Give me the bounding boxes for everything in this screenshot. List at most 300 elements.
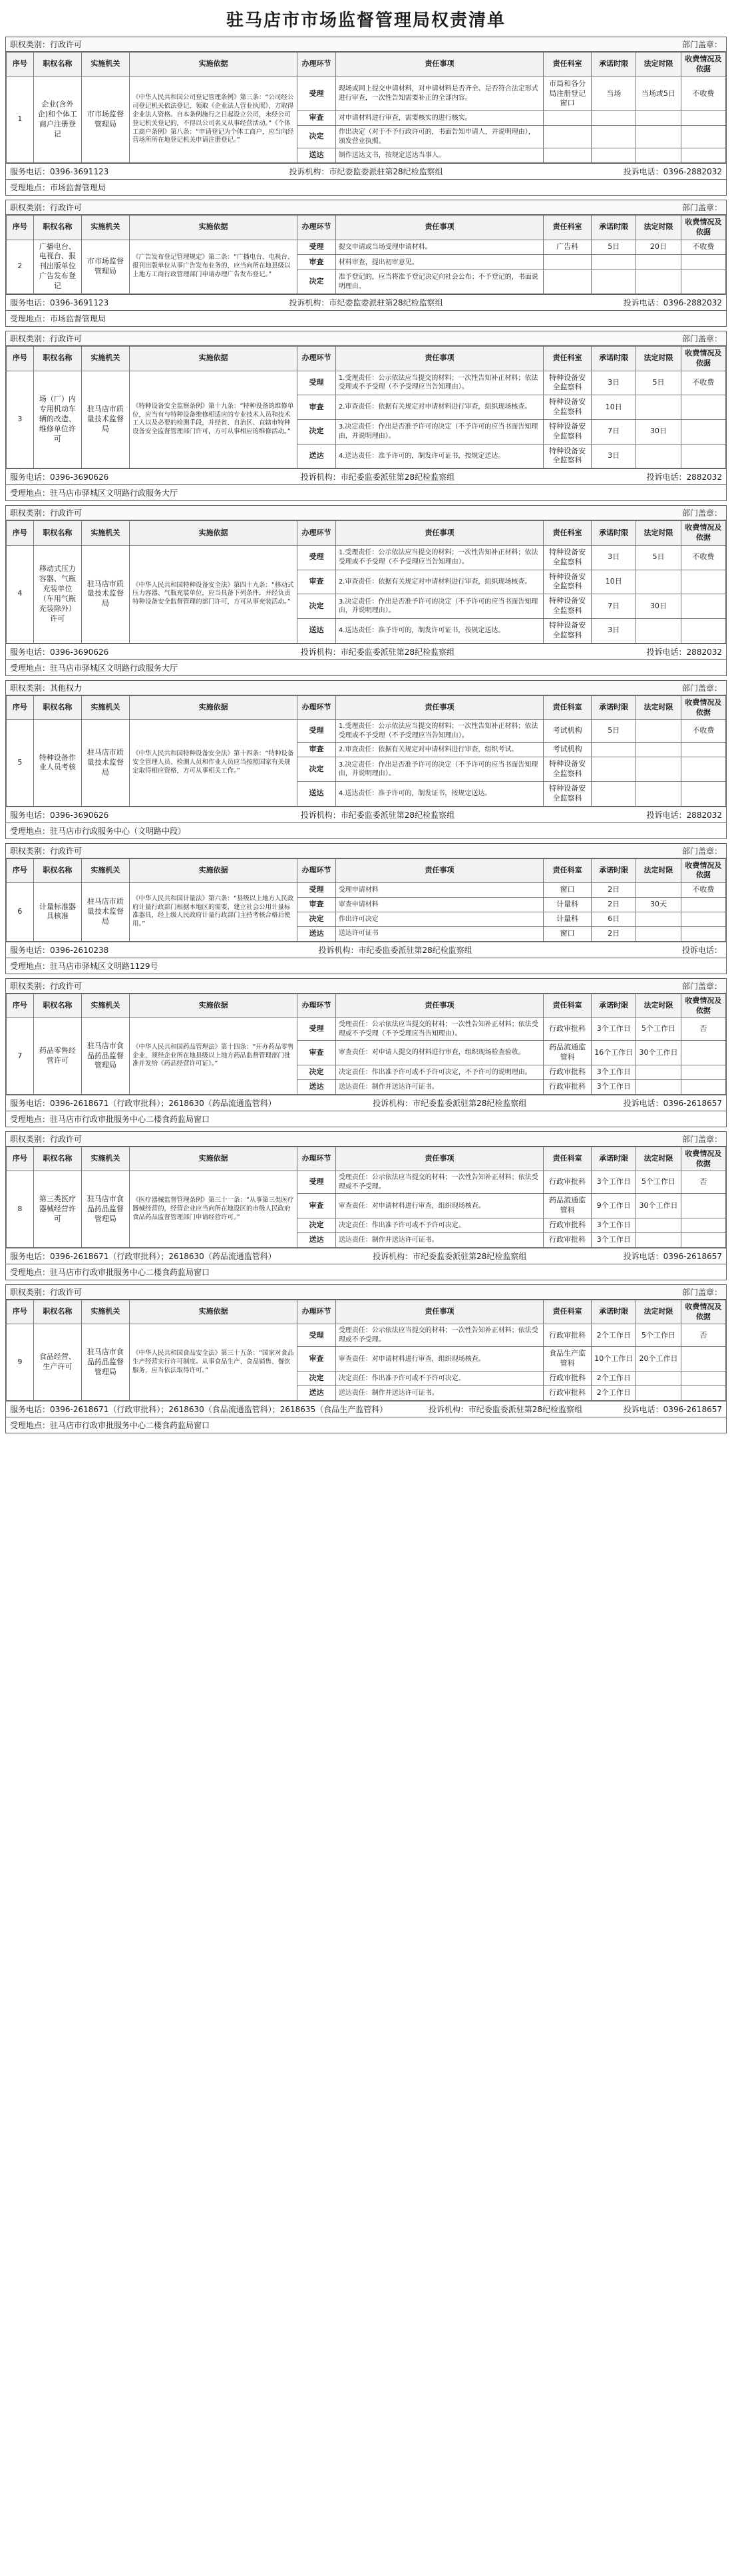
responsible-office: 行政审批科	[544, 1171, 592, 1194]
handling-step: 审查	[297, 743, 336, 757]
legal-time	[636, 395, 681, 420]
section-footer	[6, 942, 726, 958]
column-header: 收费情况及依据	[681, 53, 725, 77]
table-row	[7, 1018, 726, 1041]
responsible-office: 行政审批科	[544, 1218, 592, 1233]
power-name: 药品零售经营许可	[33, 1018, 81, 1094]
responsibility: 作出决定（对于不予行政许可的，书面告知申请人，并说明理由），颁发营业执照。	[335, 126, 543, 148]
fee-status	[681, 1194, 725, 1218]
column-header: 实施依据	[129, 858, 297, 883]
handling-step: 决定	[297, 126, 336, 148]
power-name: 移动式压力容器、气瓶充装单位（车用气瓶充装除外）许可	[33, 545, 81, 643]
section-footer	[6, 163, 726, 179]
promised-time: 7日	[592, 419, 636, 444]
handling-step: 审查	[297, 1194, 336, 1218]
section-meta	[6, 681, 726, 695]
promised-time: 6日	[592, 912, 636, 926]
promised-time: 3个工作日	[592, 1232, 636, 1247]
handling-step: 送达	[297, 1079, 336, 1094]
department-stamp-label: 部门盖章：	[681, 1134, 722, 1144]
legal-basis: 《广告发布登记管理规定》第二条：“广播电台、电视台、报刊出版单位从事广告发布业务的，应当向所在地县级以上地方工商行政管理部门申请办理广告发布登记。”	[129, 240, 297, 293]
column-header: 责任科室	[544, 1300, 592, 1324]
column-header: 实施机关	[81, 994, 129, 1018]
section-meta	[6, 200, 726, 215]
legal-time: 20日	[636, 240, 681, 255]
column-header: 职权名称	[33, 346, 81, 371]
section-6	[5, 843, 727, 974]
fee-status	[681, 781, 725, 806]
column-header: 收费情况及依据	[681, 346, 725, 371]
duty-table	[6, 346, 726, 468]
responsibility: 审查责任：对申请材料进行审查，组织现场核查。	[335, 1347, 543, 1372]
legal-time: 30个工作日	[636, 1194, 681, 1218]
handling-step: 受理	[297, 371, 336, 395]
promised-time	[592, 111, 636, 126]
handling-step: 受理	[297, 1171, 336, 1194]
fee-status: 不收费	[681, 77, 725, 111]
handling-step: 审查	[297, 255, 336, 270]
responsible-office: 窗口	[544, 926, 592, 941]
handling-step: 受理	[297, 1018, 336, 1041]
duty-table	[6, 994, 726, 1095]
column-header: 职权名称	[33, 994, 81, 1018]
legal-basis: 《中华人民共和国计量法》第六条：“县级以上地方人民政府计量行政部门根据本地区的需要，建立社会公用计量标准器具，经上级人民政府计量行政部门主持考核合格后使用。”	[129, 883, 297, 941]
implementing-agency: 驻马店市质量技术监督局	[81, 883, 129, 941]
column-header: 序号	[7, 695, 34, 720]
accept-location: 受理地点：驻马店市行政审批服务中心二楼食药监局窗口	[6, 1111, 726, 1127]
column-header: 序号	[7, 346, 34, 371]
section-meta	[6, 331, 726, 346]
responsible-office: 计量科	[544, 898, 592, 912]
section-meta	[6, 1132, 726, 1147]
responsibility: 对申请材料进行审查，需要核实的进行核实。	[335, 111, 543, 126]
column-header: 实施依据	[129, 215, 297, 240]
responsibility: 2.审查责任：依据有关规定对申请材料进行审查，组织考试。	[335, 743, 543, 757]
section-footer	[6, 1248, 726, 1264]
legal-time	[636, 111, 681, 126]
responsible-office: 药品流通监管科	[544, 1041, 592, 1065]
column-header: 实施依据	[129, 53, 297, 77]
handling-step: 受理	[297, 883, 336, 898]
responsible-office	[544, 270, 592, 294]
section-3	[5, 331, 727, 501]
accept-location: 受理地点：驻马店市驿城区文明路行政服务大厅	[6, 659, 726, 675]
legal-time	[636, 444, 681, 468]
handling-step: 决定	[297, 1372, 336, 1386]
responsible-office	[544, 148, 592, 163]
accept-location: 受理地点：驻马店市行政审批服务中心二楼食药监局窗口	[6, 1264, 726, 1280]
handling-step: 送达	[297, 444, 336, 468]
promised-time: 3日	[592, 545, 636, 570]
promised-time: 16个工作日	[592, 1041, 636, 1065]
responsible-office: 特种设备安全监察科	[544, 757, 592, 782]
fee-status	[681, 255, 725, 270]
handling-step: 送达	[297, 148, 336, 163]
fee-status	[681, 444, 725, 468]
fee-status: 否	[681, 1018, 725, 1041]
power-name: 场（厂）内专用机动车辆的改造、维修单位许可	[33, 371, 81, 468]
column-header: 责任事项	[335, 695, 543, 720]
column-header: 实施依据	[129, 695, 297, 720]
column-header: 办理环节	[297, 695, 336, 720]
handling-step: 审查	[297, 570, 336, 594]
handling-step: 受理	[297, 720, 336, 743]
column-header: 收费情况及依据	[681, 1300, 725, 1324]
section-meta	[6, 844, 726, 858]
section-footer	[6, 807, 726, 823]
responsible-office	[544, 111, 592, 126]
fee-status	[681, 912, 725, 926]
service-phone: 服务电话：0396-3690626	[10, 647, 109, 657]
fee-status	[681, 395, 725, 420]
responsible-office: 行政审批科	[544, 1079, 592, 1094]
legal-time: 30日	[636, 594, 681, 619]
column-header: 承诺时限	[592, 53, 636, 77]
responsibility: 制作送达文书，按规定送达当事人。	[335, 148, 543, 163]
implementing-agency: 驻马店市质量技术监督局	[81, 371, 129, 468]
handling-step: 送达	[297, 619, 336, 644]
service-phone: 服务电话：0396-2618671（行政审批科）；2618630（药品流通监管科）	[10, 1098, 276, 1108]
column-header: 序号	[7, 521, 34, 546]
column-header: 责任科室	[544, 994, 592, 1018]
legal-basis: 《中华人民共和国特种设备安全法》第十四条：“特种设备安全管理人员、检测人员和作业人员应当按照国家有关规定取得相应资格，方可从事相关工作。”	[129, 720, 297, 806]
duty-table	[6, 858, 726, 942]
column-header: 责任事项	[335, 1300, 543, 1324]
service-phone: 服务电话：0396-2618671（行政审批科）；2618630（食品流通监管科）；2618635（食品生产监管科）	[10, 1404, 388, 1414]
column-header: 职权名称	[33, 858, 81, 883]
responsible-office: 特种设备安全监察科	[544, 781, 592, 806]
column-header: 实施依据	[129, 994, 297, 1018]
responsibility: 受理申请材料	[335, 883, 543, 898]
promised-time	[592, 781, 636, 806]
complaint-phone: 投诉电话：0396-2618657	[623, 1404, 722, 1414]
row-number: 6	[7, 883, 34, 941]
promised-time: 3日	[592, 371, 636, 395]
column-header: 责任科室	[544, 215, 592, 240]
promised-time: 3日	[592, 444, 636, 468]
legal-time	[636, 912, 681, 926]
column-header: 责任事项	[335, 215, 543, 240]
promised-time	[592, 270, 636, 294]
responsibility: 决定责任：作出准予许可或不予许可决定。	[335, 1372, 543, 1386]
responsible-office: 特种设备安全监察科	[544, 619, 592, 644]
legal-time	[636, 1065, 681, 1080]
promised-time: 2日	[592, 926, 636, 941]
promised-time	[592, 255, 636, 270]
service-phone: 服务电话：0396-2618671（行政审批科）；2618630（药品流通监管科）	[10, 1251, 276, 1261]
column-header: 法定时限	[636, 1300, 681, 1324]
legal-time	[636, 883, 681, 898]
column-header: 承诺时限	[592, 346, 636, 371]
implementing-agency: 驻马店市食品药品监督管理局	[81, 1018, 129, 1094]
section-1	[5, 37, 727, 196]
responsibility: 2.审查责任：依据有关规定对申请材料进行审查，组织现场核查。	[335, 570, 543, 594]
implementing-agency: 驻马店市质量技术监督局	[81, 720, 129, 806]
responsible-office: 窗口	[544, 883, 592, 898]
handling-step: 决定	[297, 419, 336, 444]
column-header: 责任科室	[544, 521, 592, 546]
handling-step: 审查	[297, 111, 336, 126]
legal-time	[636, 1372, 681, 1386]
column-header: 责任事项	[335, 1147, 543, 1171]
category-label: 职权类别：其他权力	[10, 683, 83, 693]
power-name: 食品经营、生产许可	[33, 1324, 81, 1400]
handling-step: 送达	[297, 781, 336, 806]
promised-time: 2个工作日	[592, 1386, 636, 1401]
column-header: 职权名称	[33, 53, 81, 77]
column-header: 法定时限	[636, 858, 681, 883]
complaint-phone: 投诉电话：2882032	[646, 472, 722, 482]
handling-step: 受理	[297, 77, 336, 111]
responsible-office: 行政审批科	[544, 1065, 592, 1080]
legal-time	[636, 148, 681, 163]
promised-time: 3个工作日	[592, 1218, 636, 1233]
column-header: 实施机关	[81, 858, 129, 883]
category-label: 职权类别：行政许可	[10, 333, 83, 343]
legal-time	[636, 255, 681, 270]
row-number: 4	[7, 545, 34, 643]
complaint-phone: 投诉电话：0396-2618657	[623, 1251, 722, 1261]
fee-status	[681, 570, 725, 594]
page-title: 驻马店市市场监督管理局权责清单	[226, 11, 506, 31]
column-header: 职权名称	[33, 1147, 81, 1171]
column-header: 责任科室	[544, 695, 592, 720]
legal-time	[636, 1386, 681, 1401]
responsibility: 2.审查责任：依据有关规定对申请材料进行审查，组织现场核查。	[335, 395, 543, 420]
legal-basis: 《中华人民共和国公司登记管理条例》第三条：“公司经公司登记机关依法登记，领取《企业法人营业执照》，方取得企业法人资格。自本条例施行之日起设立公司，未经公司登记机关登记的，不得以公司名义从事经营活动。”《个体工商户条例》第八条：“申请登记为个体工商户，应当向经营场所所在地登记机关申请注册登记。”	[129, 77, 297, 162]
handling-step: 受理	[297, 240, 336, 255]
column-header: 责任事项	[335, 521, 543, 546]
column-header: 实施机关	[81, 53, 129, 77]
responsibility: 4.送达责任：准予许可的，制发许可证书，按规定送达。	[335, 444, 543, 468]
promised-time	[592, 757, 636, 782]
power-name: 特种设备作业人员考核	[33, 720, 81, 806]
implementing-agency: 驻马店市食品药品监督管理局	[81, 1171, 129, 1247]
responsibility: 送达责任：制作并送达许可证书。	[335, 1232, 543, 1247]
responsible-office: 行政审批科	[544, 1372, 592, 1386]
department-stamp-label: 部门盖章：	[681, 683, 722, 693]
column-header: 实施机关	[81, 1300, 129, 1324]
handling-step: 审查	[297, 1347, 336, 1372]
column-header: 收费情况及依据	[681, 215, 725, 240]
responsible-office: 广告科	[544, 240, 592, 255]
legal-time: 5个工作日	[636, 1324, 681, 1347]
promised-time: 10日	[592, 570, 636, 594]
table-row	[7, 1171, 726, 1194]
section-9	[5, 1284, 727, 1433]
row-number: 1	[7, 77, 34, 162]
column-header: 办理环节	[297, 215, 336, 240]
legal-time	[636, 757, 681, 782]
promised-time: 3个工作日	[592, 1171, 636, 1194]
department-stamp-label: 部门盖章：	[681, 333, 722, 343]
responsible-office: 行政审批科	[544, 1018, 592, 1041]
table-row	[7, 720, 726, 743]
responsible-office: 特种设备安全监察科	[544, 419, 592, 444]
column-header: 实施依据	[129, 346, 297, 371]
section-meta	[6, 979, 726, 994]
column-header: 法定时限	[636, 695, 681, 720]
column-header: 序号	[7, 1300, 34, 1324]
fee-status	[681, 926, 725, 941]
promised-time	[592, 126, 636, 148]
complaint-phone: 投诉电话：2882032	[646, 810, 722, 820]
column-header: 实施机关	[81, 521, 129, 546]
fee-status: 不收费	[681, 240, 725, 255]
legal-time	[636, 720, 681, 743]
legal-time	[636, 1232, 681, 1247]
section-meta	[6, 1285, 726, 1300]
responsibility: 4.送达责任：准予许可的，制发许可证书，按规定送达。	[335, 619, 543, 644]
section-2	[5, 200, 727, 327]
table-row	[7, 883, 726, 898]
responsibility: 材料审查，提出初审意见。	[335, 255, 543, 270]
responsible-office: 行政审批科	[544, 1386, 592, 1401]
complaint-org: 投诉机构：市纪委监委派驻第28纪检监察组	[300, 810, 455, 820]
legal-time: 20个工作日	[636, 1347, 681, 1372]
handling-step: 决定	[297, 912, 336, 926]
responsibility: 3.决定责任：作出是否准予许可的决定（不予许可的应当书面告知理由，并说明理由）。	[335, 757, 543, 782]
section-footer	[6, 1401, 726, 1417]
department-stamp-label: 部门盖章：	[681, 981, 722, 991]
handling-step: 决定	[297, 270, 336, 294]
column-header: 序号	[7, 215, 34, 240]
responsibility: 1.受理责任：公示依法应当提交的材料；一次性告知补正材料；依法受理或不予受理（不予受理应当告知理由）。	[335, 371, 543, 395]
column-header: 收费情况及依据	[681, 1147, 725, 1171]
responsibility: 审查责任：对申请材料进行审查，组织现场核查。	[335, 1194, 543, 1218]
fee-status: 否	[681, 1324, 725, 1347]
promised-time: 7日	[592, 594, 636, 619]
column-header: 收费情况及依据	[681, 858, 725, 883]
column-header: 收费情况及依据	[681, 521, 725, 546]
responsibility: 受理责任：公示依法应当提交的材料；一次性告知补正材料；依法受理或不予受理。	[335, 1324, 543, 1347]
column-header: 实施机关	[81, 1147, 129, 1171]
fee-status: 不收费	[681, 545, 725, 570]
power-name: 企业(含外企)和个体工商户注册登记	[33, 77, 81, 162]
service-phone: 服务电话：0396-2610238	[10, 945, 109, 955]
responsibility: 审查责任：对申请人提交的材料进行审查，组织现场检查验收。	[335, 1041, 543, 1065]
responsibility: 送达许可证书	[335, 926, 543, 941]
table-row	[7, 545, 726, 570]
responsibility: 审查申请材料	[335, 898, 543, 912]
legal-time	[636, 743, 681, 757]
column-header: 责任事项	[335, 53, 543, 77]
handling-step: 受理	[297, 545, 336, 570]
handling-step: 决定	[297, 1218, 336, 1233]
sections-container	[5, 37, 727, 1433]
promised-time: 2个工作日	[592, 1372, 636, 1386]
handling-step: 审查	[297, 898, 336, 912]
duty-table	[6, 1300, 726, 1401]
promised-time: 2个工作日	[592, 1324, 636, 1347]
table-row	[7, 1324, 726, 1347]
accept-location: 受理地点：驻马店市行政审批服务中心二楼食药监局窗口	[6, 1417, 726, 1433]
responsible-office: 特种设备安全监察科	[544, 570, 592, 594]
legal-time	[636, 781, 681, 806]
column-header: 收费情况及依据	[681, 695, 725, 720]
promised-time: 5日	[592, 720, 636, 743]
column-header: 实施机关	[81, 695, 129, 720]
column-header: 办理环节	[297, 521, 336, 546]
responsibility: 准予登记的，应当将准予登记决定向社会公布；不予登记的，书面说明理由。	[335, 270, 543, 294]
responsible-office: 特种设备安全监察科	[544, 371, 592, 395]
accept-location: 受理地点：市场监督管理局	[6, 179, 726, 195]
column-header: 承诺时限	[592, 1147, 636, 1171]
row-number: 5	[7, 720, 34, 806]
promised-time: 10个工作日	[592, 1347, 636, 1372]
responsibility: 1.受理责任：公示依法应当提交的材料；一次性告知补正材料；依法受理或不予受理（不予受理应当告知理由）。	[335, 545, 543, 570]
fee-status	[681, 148, 725, 163]
category-label: 职权类别：行政许可	[10, 846, 83, 856]
legal-time: 5个工作日	[636, 1171, 681, 1194]
complaint-org: 投诉机构：市纪委监委派驻第28纪检监察组	[289, 166, 443, 176]
category-label: 职权类别：行政许可	[10, 508, 83, 518]
responsible-office: 行政审批科	[544, 1232, 592, 1247]
section-7	[5, 978, 727, 1127]
column-header: 承诺时限	[592, 215, 636, 240]
responsibility: 现场或网上提交申请材料，对申请材料是否齐全、是否符合法定形式进行审查，一次性告知需要补正的全部内容。	[335, 77, 543, 111]
complaint-org: 投诉机构：市纪委监委派驻第28纪检监察组	[373, 1098, 527, 1108]
responsibility: 送达责任：制作并送达许可证书。	[335, 1079, 543, 1094]
implementing-agency: 驻马店市质量技术监督局	[81, 545, 129, 643]
responsible-office: 特种设备安全监察科	[544, 545, 592, 570]
fee-status	[681, 594, 725, 619]
category-label: 职权类别：行政许可	[10, 40, 83, 49]
legal-time: 30个工作日	[636, 1041, 681, 1065]
fee-status	[681, 1347, 725, 1372]
column-header: 实施机关	[81, 215, 129, 240]
responsibility: 送达责任：制作并送达许可证书。	[335, 1386, 543, 1401]
accept-location: 受理地点：驻马店市驿城区文明路1129号	[6, 958, 726, 974]
responsible-office	[544, 255, 592, 270]
responsibility: 4.送达责任：准予许可的，制发证书，按规定送达。	[335, 781, 543, 806]
promised-time: 5日	[592, 240, 636, 255]
column-header: 序号	[7, 858, 34, 883]
promised-time: 3个工作日	[592, 1065, 636, 1080]
legal-time	[636, 1079, 681, 1094]
duty-table	[6, 520, 726, 643]
handling-step: 决定	[297, 1065, 336, 1080]
column-header: 承诺时限	[592, 695, 636, 720]
column-header: 职权名称	[33, 521, 81, 546]
accept-location: 受理地点：驻马店市驿城区文明路行政服务大厅	[6, 484, 726, 500]
promised-time: 3个工作日	[592, 1079, 636, 1094]
responsible-office: 特种设备安全监察科	[544, 594, 592, 619]
responsible-office: 特种设备安全监察科	[544, 395, 592, 420]
legal-basis: 《医疗器械监督管理条例》第三十一条：“从事第三类医疗器械经营的，经营企业应当向所在地设区的市级人民政府食品药品监督管理部门申请经营许可。”	[129, 1171, 297, 1247]
column-header: 法定时限	[636, 53, 681, 77]
legal-time: 5日	[636, 371, 681, 395]
column-header: 责任科室	[544, 858, 592, 883]
responsible-office: 特种设备安全监察科	[544, 444, 592, 468]
promised-time: 10日	[592, 395, 636, 420]
responsible-office: 行政审批科	[544, 1324, 592, 1347]
responsibility: 受理责任：公示依法应当提交的材料；一次性告知补正材料；依法受理或不予受理。	[335, 1171, 543, 1194]
legal-time	[636, 1218, 681, 1233]
service-phone: 服务电话：0396-3690626	[10, 810, 109, 820]
handling-step: 送达	[297, 926, 336, 941]
row-number: 2	[7, 240, 34, 293]
fee-status	[681, 1218, 725, 1233]
legal-time: 5日	[636, 545, 681, 570]
responsible-office: 计量科	[544, 912, 592, 926]
legal-time	[636, 619, 681, 644]
column-header: 法定时限	[636, 1147, 681, 1171]
responsibility: 提交申请或当场受理申请材料。	[335, 240, 543, 255]
responsible-office: 食品生产监管科	[544, 1347, 592, 1372]
section-footer	[6, 468, 726, 484]
fee-status	[681, 270, 725, 294]
